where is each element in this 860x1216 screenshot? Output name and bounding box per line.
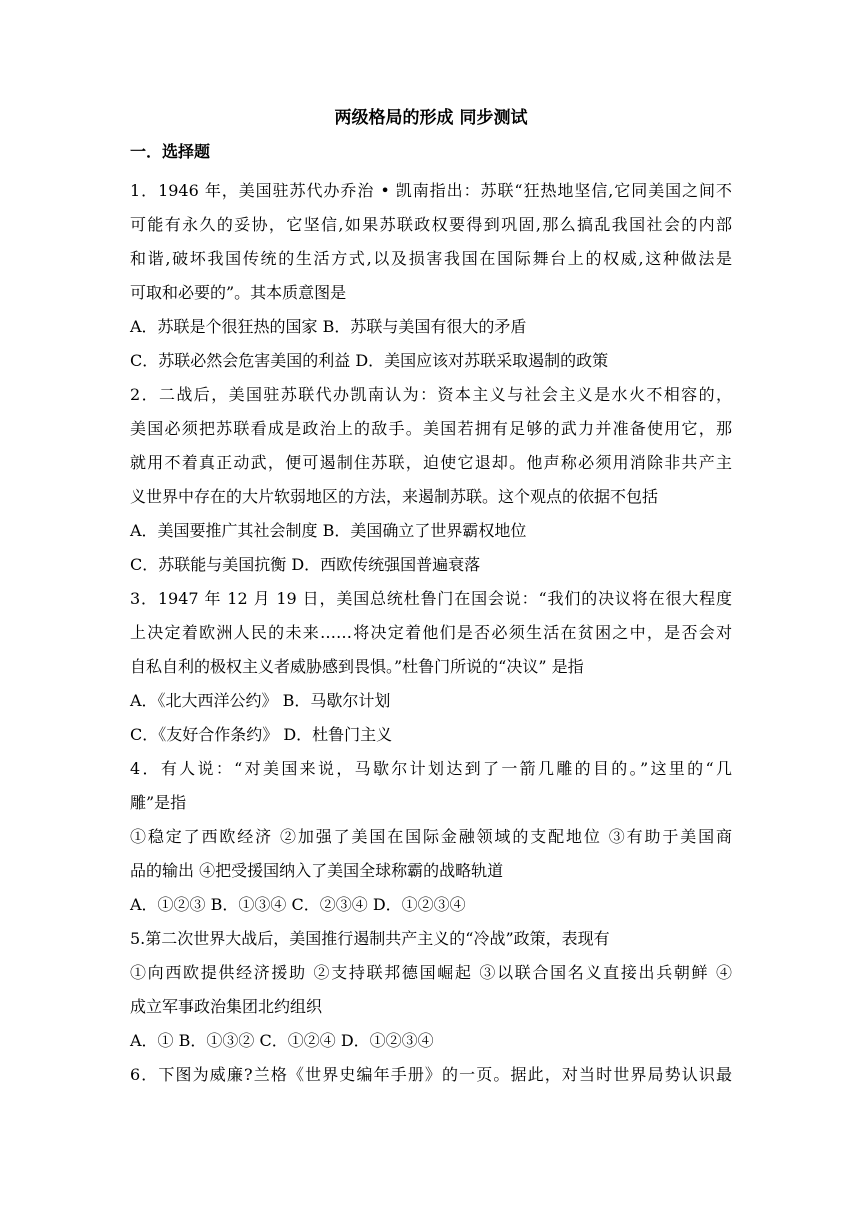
text-line: 1．1946 年，美国驻苏代办乔治 • 凯南指出：苏联“狂热地坚信,它同美国之间不 xyxy=(130,181,732,200)
text-line: A．苏联是个很狂热的国家 B．苏联与美国有很大的矛盾 xyxy=(130,317,527,336)
text-line: 和谐,破坏我国传统的生活方式,以及损害我国在国际舞台上的权威,这种做法是 xyxy=(130,249,732,268)
text-line: 5.第二次世界大战后，美国推行遏制共产主义的“冷战”政策，表现有 xyxy=(130,929,610,948)
text-line: ①稳定了西欧经济 ②加强了美国在国际金融领域的支配地位 ③有助于美国商 xyxy=(130,827,732,846)
document-title: 两级格局的形成 同步测试 xyxy=(334,108,528,128)
text-line: 就用不着真正动武，便可遏制住苏联，迫使它退却。他声称必须用消除非共产主 xyxy=(130,453,732,472)
text-line: C．苏联必然会危害美国的利益 D．美国应该对苏联采取遏制的政策 xyxy=(130,351,609,370)
text-line: A．美国要推广其社会制度 B．美国确立了世界霸权地位 xyxy=(130,521,527,540)
text-line: 6．下图为威廉?兰格《世界史编年手册》的一页。据此，对当时世界局势认识最 xyxy=(130,1065,732,1084)
text-line: A．①②③ B．①③④ C．②③④ D．①②③④ xyxy=(130,895,466,914)
text-line: 成立军事政治集团北约组织 xyxy=(130,997,323,1016)
text-line: C．苏联能与美国抗衡 D．西欧传统强国普遍衰落 xyxy=(130,555,481,574)
text-line: 上决定着欧洲人民的未来……将决定着他们是否必须生活在贫困之中，是否会对 xyxy=(130,623,732,642)
text-line: 2．二战后，美国驻苏联代办凯南认为：资本主义与社会主义是水火不相容的， xyxy=(130,385,732,404)
text-line: 3．1947 年 12 月 19 日，美国总统杜鲁门在国会说：“我们的决议将在很大程度 xyxy=(130,589,732,608)
document-page xyxy=(130,104,732,1092)
text-line: 义世界中存在的大片软弱地区的方法，来遏制苏联。这个观点的依据不包括 xyxy=(130,487,659,506)
text-line: ①向西欧提供经济援助 ②支持联邦德国崛起 ③以联合国名义直接出兵朝鲜 ④ xyxy=(130,963,732,982)
text-line: 美国必须把苏联看成是政治上的敌手。美国若拥有足够的武力并准备使用它，那 xyxy=(130,419,732,438)
text-line: 自私自利的极权主义者威胁感到畏惧。”杜鲁门所说的“决议” 是指 xyxy=(130,657,584,676)
text-line: 可取和必要的”。其本质意图是 xyxy=(130,283,347,302)
text-line: 可能有永久的妥协，它坚信,如果苏联政权要得到巩固,那么搞乱我国社会的内部 xyxy=(130,215,732,234)
text-line: 4．有人说：“对美国来说，马歇尔计划达到了一箭几雕的目的。”这里的“几 xyxy=(130,759,732,778)
text-line: A．《北大西洋公约》 B．马歇尔计划 xyxy=(130,691,391,710)
section-heading: 一．选择题 xyxy=(130,142,211,161)
question-body xyxy=(130,174,732,1092)
text-line: 品的输出 ④把受援国纳入了美国全球称霸的战略轨道 xyxy=(130,861,504,880)
text-line: A．① B．①③② C．①②④ D．①②③④ xyxy=(130,1031,434,1050)
text-line: C．《友好合作条约》 D．杜鲁门主义 xyxy=(130,725,393,744)
text-line: 雕”是指 xyxy=(130,793,187,812)
